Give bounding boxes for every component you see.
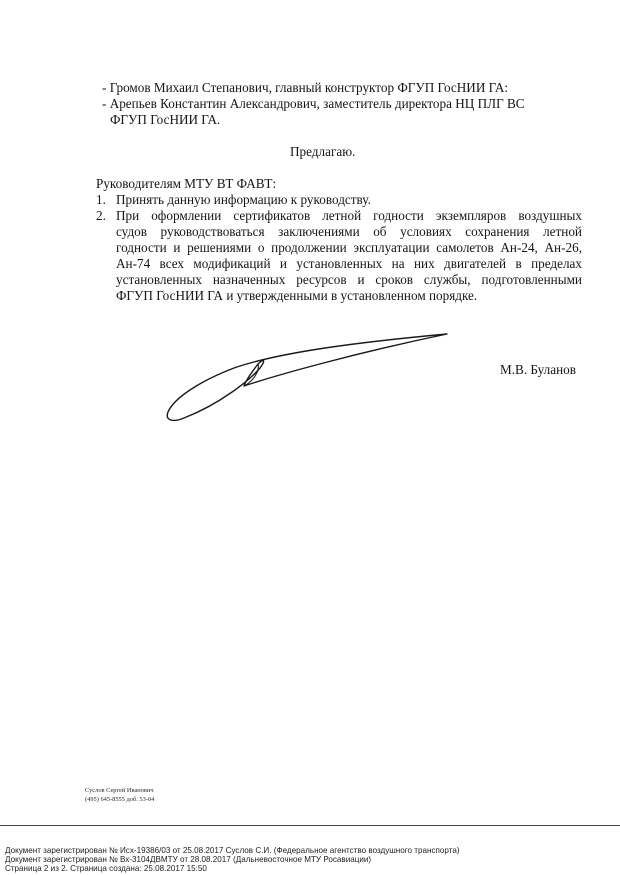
executor-phone: (495) 645-8555 доб. 53-04 xyxy=(85,796,155,803)
recipient-line-arepiev: - Арепьев Константин Александрович, заместитель директора НЦ ПЛГ ВС xyxy=(102,96,525,111)
recipient-line-gromov: - Громов Михаил Степанович, главный конструктор ФГУП ГосНИИ ГА: xyxy=(102,80,509,95)
item-2-line: Ан-74 всех модификаций и установленных на них двигателей в пределах xyxy=(116,256,582,271)
registration-line-1: Документ зарегистрирован № Исх-19386/03 от 25.08.2017 Суслов С.И. (Федеральное агентство воздушного транспорта) xyxy=(5,846,460,855)
item-2-line: установленных назначенных ресурсов и сроков службы, подготовленными xyxy=(116,272,582,287)
executor-name: Суслов Сергей Иванович xyxy=(85,787,154,794)
handwritten-signature xyxy=(160,328,460,428)
item-1-text: Принять данную информацию к руководству. xyxy=(116,192,371,207)
item-2-line: При оформлении сертификатов летной годности экземпляров воздушных xyxy=(116,208,582,223)
footer-divider xyxy=(0,825,620,826)
item-2-line: годности и решениями о продолжении эксплуатации самолетов Ан-24, Ан-26, xyxy=(116,240,582,255)
registration-line-2: Документ зарегистрирован № Вх-3104ДВМТУ от 28.08.2017 (Дальневосточное МТУ Росавиации) xyxy=(5,855,372,864)
addressee-line: Руководителям МТУ ВТ ФАВТ: xyxy=(96,176,277,191)
signatory-name: М.В. Буланов xyxy=(500,362,576,377)
executor-block xyxy=(85,786,154,804)
recipient-line-org: ФГУП ГосНИИ ГА. xyxy=(110,112,221,127)
registration-line-3: Страница 2 из 2. Страница создана: 25.08.2017 15:50 xyxy=(5,864,207,873)
propose-heading: Предлагаю. xyxy=(290,144,356,159)
item-2-line: судов руководствоваться заключениями об условиях сохранения летной xyxy=(116,224,582,239)
item-2-line: ФГУП ГосНИИ ГА и утвержденными в установленном порядке. xyxy=(116,288,478,303)
item-1-number: 1. xyxy=(96,192,106,207)
item-2-number: 2. xyxy=(96,208,106,223)
